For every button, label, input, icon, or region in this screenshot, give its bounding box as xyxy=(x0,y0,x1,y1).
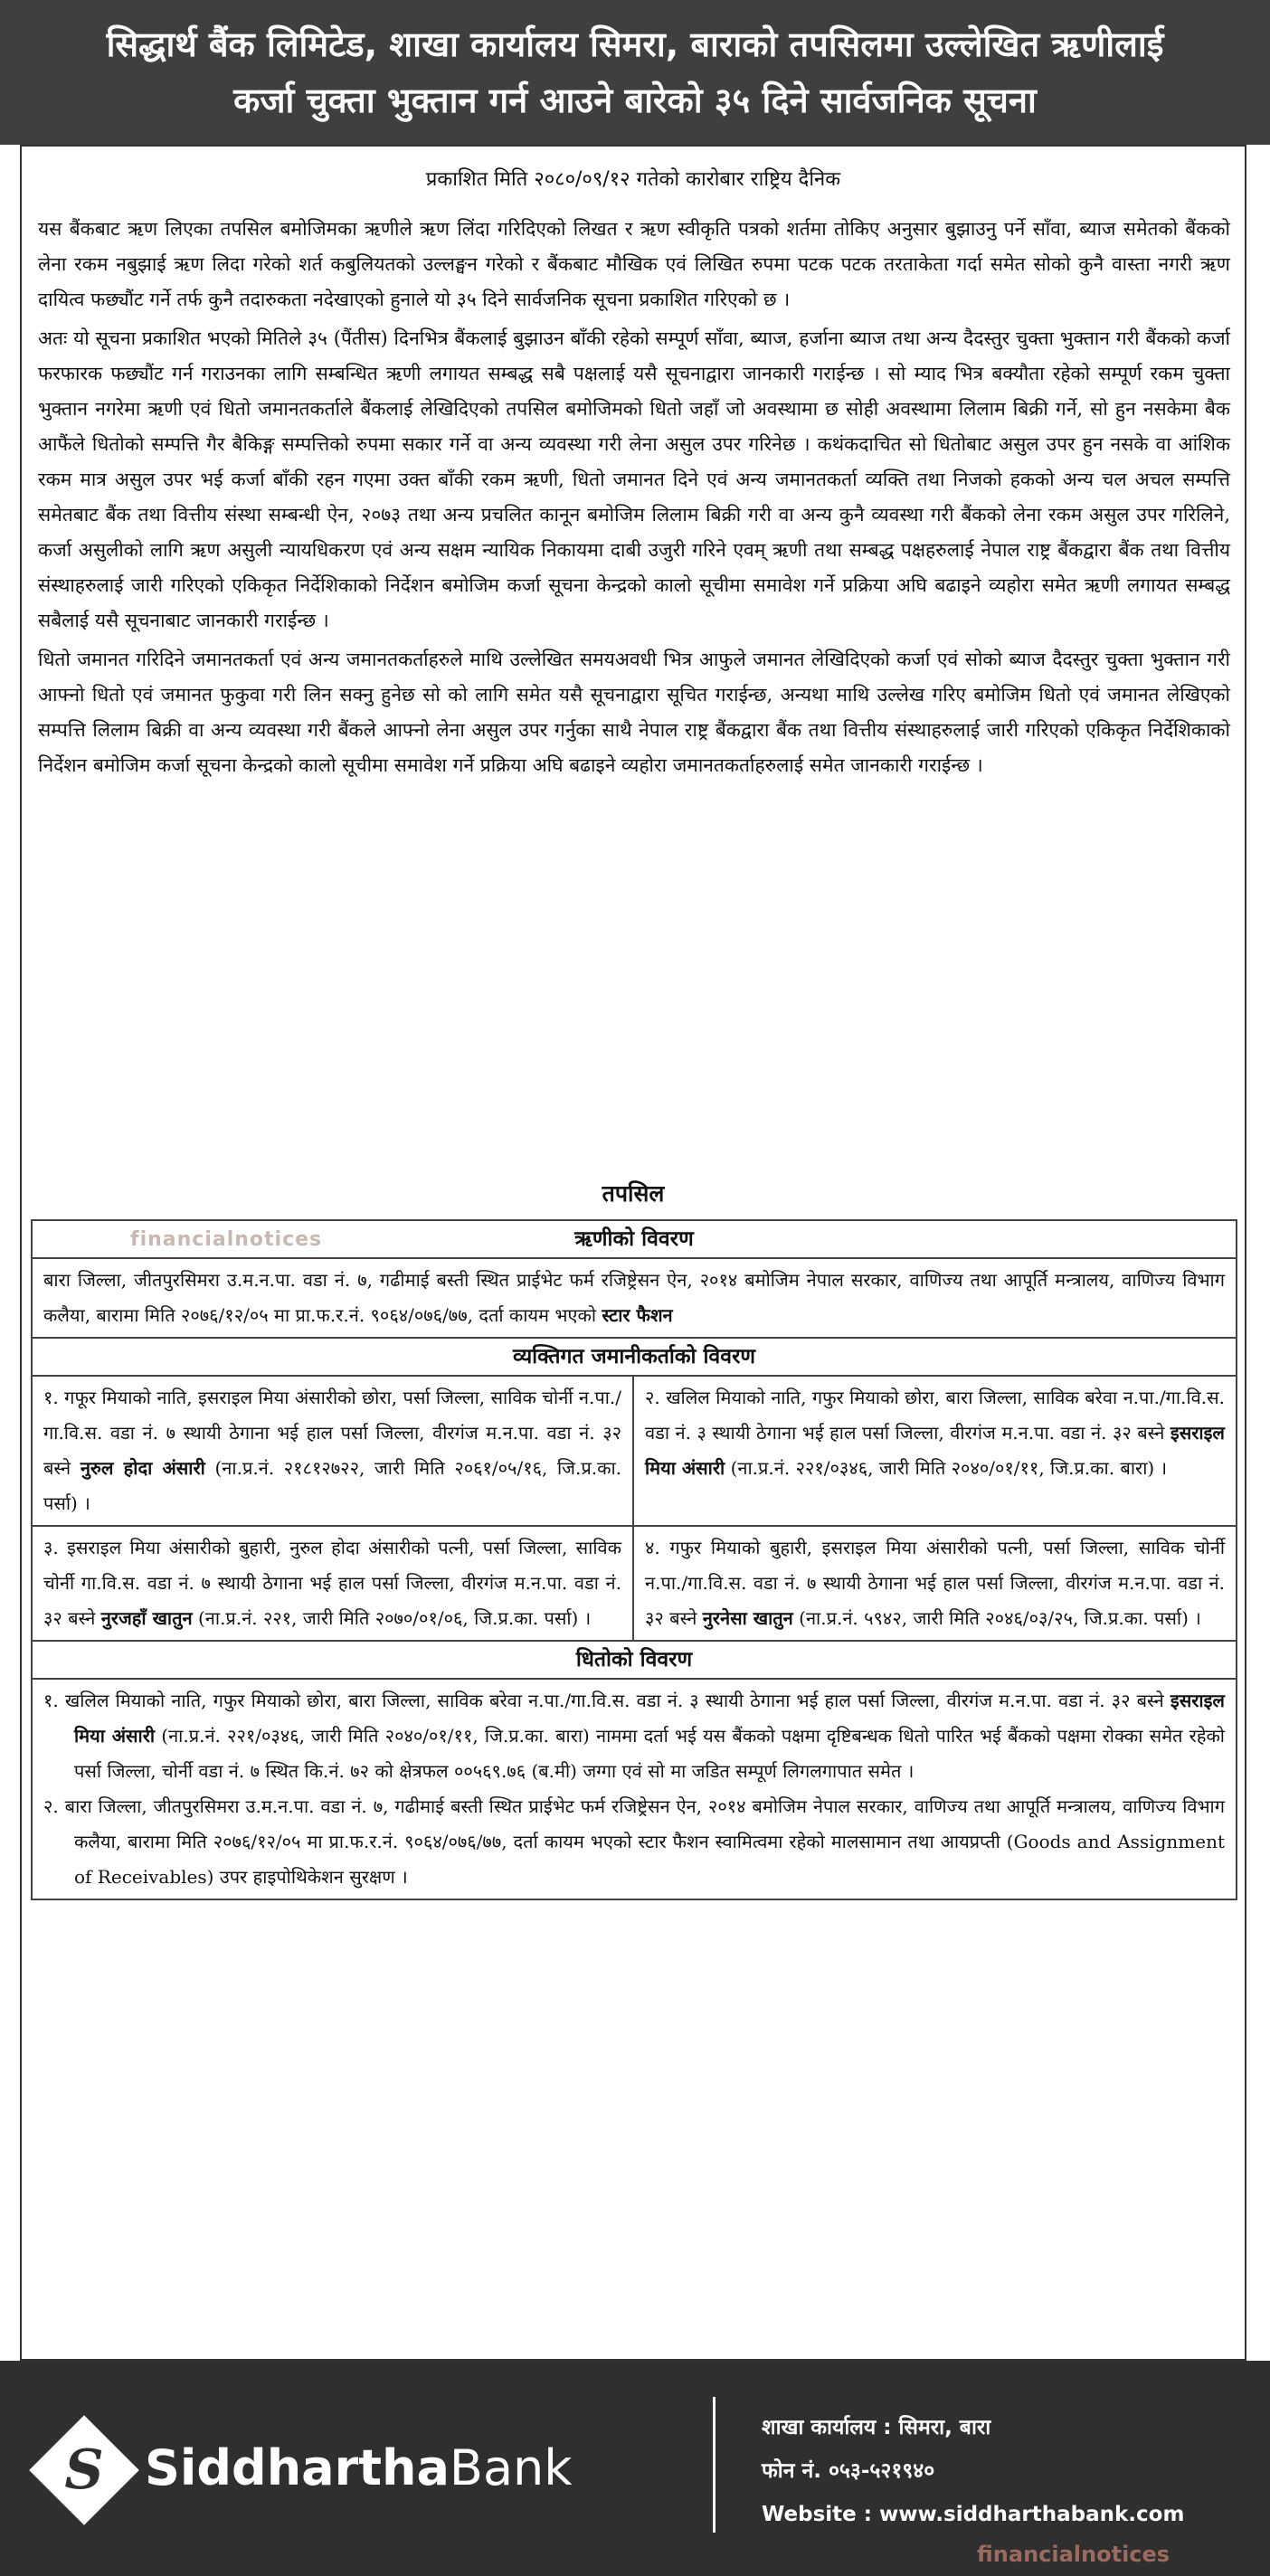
guarantor-4-name: नुरनेसा खातुन xyxy=(702,1607,793,1629)
watermark-text: financialnotices xyxy=(130,1228,323,1251)
guarantor-4 xyxy=(634,1527,1236,1640)
guarantor-2-text: २. खलिल मियाको नाति, गफुर मियाको छोरा, बारा जिल्ला, साविक बरेवा न.पा./गा.वि.स. वडा नं. ३ स्थायी ठेगाना भई हाल पर्सा जिल्ला, वीरगंज म.न.पा. वडा नं. ३२ बस्ने xyxy=(645,1387,1225,1444)
guarantor-2-name: इसराइल मिया अंसारी xyxy=(645,1422,1225,1479)
branch-website xyxy=(762,2493,1184,2536)
website-link[interactable]: www.siddharthabank.com xyxy=(879,2503,1185,2526)
details-title: तपसिल xyxy=(602,1180,665,1207)
guarantor-1-name: नुरुल होदा अंसारी xyxy=(80,1457,205,1479)
guarantor-3 xyxy=(33,1527,634,1640)
guarantor-4-text: ४. गफुर मियाको बुहारी, इसराइल मिया अंसारीको पत्नी, पर्सा जिल्ला, साविक चोर्नी न.पा./गा.वि.स. वडा नं. ७ स्थायी ठेगाना भई हाल पर्सा जिल्ला, वीरगंज म.न.पा. वडा नं. ३२ बस्ने xyxy=(645,1537,1225,1629)
notice-title-line-1: सिद्धार्थ बैंक लिमिटेड, शाखा कार्यालय सिमरा, बाराको तपसिलमा उल्लेखित ऋणीलाई xyxy=(106,24,1164,64)
guarantor-row-1 xyxy=(33,1377,1236,1527)
notice-title-line-2: कर्जा चुक्ता भुक्तान गर्न आउने बारेको ३५ दिने सार्वजनिक सूचना xyxy=(233,80,1037,120)
collateral-1-text: १. खलिल मियाको नाति, गफुर मियाको छोरा, बारा जिल्ला, साविक बरेवा न.पा./गा.वि.स. वडा नं. ३ स्थायी ठेगाना भई हाल पर्सा जिल्ला, वीरगंज म.न.पा. वडा नं. ३२ बस्ने xyxy=(43,1690,1164,1711)
notice-body-frame xyxy=(20,145,1246,2361)
guarantor-1-id: (ना.प्र.नं. २१८१२७२२, जारी मिति २०६१/०५/१६, जि.प्र.का. पर्सा) । xyxy=(43,1457,621,1514)
branch-phone: फोन नं. ०५३-५२१९४० xyxy=(762,2459,935,2483)
borrower-details xyxy=(33,1259,1236,1337)
guarantor-4-id: (ना.प्र.नं. ५९४२, जारी मिति २०४६/०३/२५, जि.प्र.का. पर्सा) । xyxy=(799,1607,1201,1629)
branch-office: शाखा कार्यालय : सिमरा, बारा xyxy=(762,2416,991,2439)
guarantor-3-name: नुरजहाँ खातुन xyxy=(100,1607,193,1629)
logo-swoosh-icon: S xyxy=(64,2439,104,2502)
guarantor-heading: व्यक्तिगत जमानीकर्ताको विवरण xyxy=(33,1337,1236,1377)
guarantor-2-id: (ना.प्र.नं. २२१/०३४६, जारी मिति २०४०/०१/११, जि.प्र.का. बारा) । xyxy=(730,1457,1168,1479)
footer-divider xyxy=(713,2397,716,2533)
collateral-heading: धितोको विवरण xyxy=(33,1642,1236,1680)
guarantor-2 xyxy=(634,1377,1236,1525)
wordmark-light: Bank xyxy=(449,2439,573,2496)
borrower-heading: ऋणीको विवरण xyxy=(33,1221,1236,1259)
footer-watermark: financialnotices xyxy=(977,2542,1170,2567)
collateral-1-owner: इसराइल मिया अंसारी xyxy=(74,1690,1225,1747)
details-table xyxy=(31,1219,1237,1900)
borrower-text: बारा जिल्ला, जीतपुरसिमरा उ.म.न.पा. वडा नं. ७, गढीमाई बस्ती स्थित प्राईभेट फर्म रजिष्ट्रेसन ऐन, २०१४ बमोजिम नेपाल सरकार, वाणिज्य तथा आपूर्ति मन्त्रालय, वाणिज्य विभाग कलैया, बारामा मिति २०७६/१२/०५ मा प्रा.फ.र.नं. ९०६४/०७६/७७, दर्ता कायम भएको xyxy=(43,1269,1225,1326)
guarantor-3-id: (ना.प्र.नं. २२१, जारी मिति २०७०/०१/०६, जि.प्र.का. पर्सा) । xyxy=(197,1607,592,1629)
borrower-name: स्टार फैशन xyxy=(602,1304,673,1326)
notice-body-text xyxy=(38,212,1230,787)
collateral-details xyxy=(33,1680,1236,1899)
body-paragraph-2: अतः यो सूचना प्रकाशित भएको मितिले ३५ (पैंतीस) दिनभित्र बैंकलाई बुझाउन बाँकी रहेको सम्पूर्ण साँवा, ब्याज, हर्जाना ब्याज तथा अन्य दैदस्तुर चुक्ता भुक्तान गरी बैंकको कर्जा फरफारक फछ्यौंट गर्न गराउनका लागि सम्बन्धित ऋणी लगायत सम्बद्ध सबै पक्षलाई यसै सूचनाद्वारा जानकारी गराईन्छ । सो म्याद भित्र बक्यौता रहेको सम्पूर्ण रकम चुक्ता भुक्तान नगरेमा ऋणी एवं धितो जमानतकर्ताले बैंकलाई लेखिदिएको तपसिल बमोजिमको धितो जहाँ जो अवस्थामा छ सोही अवस्थामा लिलाम बिक्री गर्ने, सो हुन नसकेमा बैक आफैंले धितोको सम्पत्ति गैर बैकिङ्ग सम्पत्तिको रुपमा सकार गर्ने वा अन्य व्यवस्था गरी लेना असुल उपर गरिनेछ । कथंकदाचित सो धितोबाट असुल उपर हुन नसके वा आंशिक रकम मात्र असुल उपर भई कर्जा बाँकी रहन गएमा उक्त बाँकी रकम ऋणी, धितो जमानत दिने एवं अन्य जमानतकर्ता व्यक्ति तथा निजको हकको अन्य चल अचल सम्पत्ति समेतबाट बैंक तथा वित्तीय संस्था सम्बन्धी ऐन, २०७३ तथा अन्य प्रचलित कानून बमोजिम लिलाम बिक्री गरी वा अन्य कुनै व्यवस्था गरी बैंकको लेना रकम असुल उपर गरिलिने, कर्जा असुलीको लागि ऋण असुली न्यायधिकरण एवं अन्य सक्षम न्यायिक निकायमा दाबी उजुरी गरिने एवम् ऋणी तथा सम्बद्ध पक्षहरुलाई नेपाल राष्ट्र बैंकद्वारा बैंक तथा वित्तीय संस्थाहरुलाई जारी गरिएको एकिकृत निर्देशिकाको निर्देशन बमोजिम कर्जा सूचना केन्द्रको कालो सूचीमा समावेश गर्ने प्रक्रिया अघि बढाइने व्यहोरा समेत ऋणी लगायत सम्बद्ध सबैलाई यसै सूचनाबाट जानकारी गराईन्छ । xyxy=(38,327,1230,631)
wordmark-strong: Siddhartha xyxy=(145,2439,450,2496)
published-date-note: प्रकाशित मिति २०८०/०९/१२ गतेको कारोबार राष्ट्रिय दैनिक xyxy=(425,168,841,191)
collateral-item-1 xyxy=(43,1683,1225,1789)
guarantor-1-text: १. गफूर मियाको नाति, इसराइल मिया अंसारीको छोरा, पर्सा जिल्ला, साविक चोर्नी न.पा./गा.वि.स. वडा नं. ७ स्थायी ठेगाना भई हाल पर्सा जिल्ला, वीरगंज म.न.पा. वडा नं. ३२ बस्ने xyxy=(43,1387,621,1479)
body-paragraph-3: धितो जमानत गरिदिने जमानतकर्ता एवं अन्य जमानतकर्ताहरुले माथि उल्लेखित समयअवधी भित्र आफुले जमानत लेखिदिएको कर्जा एवं सोको ब्याज दैदस्तुर चुक्ता भुक्तान गरी आफ्नो धितो एवं जमानत फुकुवा गरी लिन सक्नु हुनेछ सो को लागि समेत यसै सूचनाद्वारा सूचित गराईन्छ, अन्यथा माथि उल्लेख गरिए बमोजिम धितो एवं जमानत लेखिएको सम्पत्ति लिलाम बिक्री वा अन्य व्यवस्था गरी बैंकले आफ्नो लेना असुल उपर गर्नुका साथै नेपाल राष्ट्र बैंकद्वारा बैंक तथा वित्तीय संस्थाहरुलाई जारी गरिएको एकिकृत निर्देशिकाको निर्देशन बमोजिम कर्जा सूचना केन्द्रको कालो सूचीमा समावेश गर्ने प्रक्रिया अघि बढाइने व्यहोरा जमानतकर्ताहरुलाई समेत जानकारी गराईन्छ । xyxy=(38,649,1230,776)
bank-wordmark xyxy=(145,2440,573,2496)
collateral-1-description: (ना.प्र.नं. २२१/०३४६, जारी मिति २०४०/०१/११, जि.प्र.का. बारा) नाममा दर्ता भई यस बैंकको पक्षमा दृष्टिबन्धक धितो पारित भई बैंकको पक्षमा रोक्का समेत रहेको पर्सा जिल्ला, चोर्नी वडा नं. ७ स्थित कि.नं. ७२ को क्षेत्रफल ००५६९.७६ (ब.मी) जग्गा एवं सो मा जडित सम्पूर्ण लिगलगापात समेत । xyxy=(74,1725,1225,1782)
notice-title-band xyxy=(0,0,1270,145)
guarantor-1 xyxy=(33,1377,634,1525)
guarantor-row-2 xyxy=(33,1527,1236,1642)
branch-contact xyxy=(762,2406,1184,2536)
collateral-item-2: २. बारा जिल्ला, जीतपुरसिमरा उ.म.न.पा. वडा नं. ७, गढीमाई बस्ती स्थित प्राईभेट फर्म रजिष्ट्रेसन ऐन, २०१४ बमोजिम नेपाल सरकार, वाणिज्य तथा आपूर्ति मन्त्रालय, वाणिज्य विभाग कलैया, बारामा मिति २०७६/१२/०५ मा प्रा.फ.र.नं. ९०६४/०७६/७७, दर्ता कायम भएको स्टार फैशन स्वामित्वमा रहेको मालसामान तथा आयप्रप्ती (Goods and Assignment of Receivables) उपर हाइपोथिकेशन सुरक्षण । xyxy=(43,1795,1225,1888)
bank-footer xyxy=(0,2361,1270,2576)
body-paragraph-1: यस बैंकबाट ऋण लिएका तपसिल बमोजिमका ऋणीले ऋण लिंदा गरिदिएको लिखत र ऋण स्वीकृति पत्रको शर्तमा तोकिए अनुसार बुझाउनु पर्ने साँवा, ब्याज समेतको बैंकको लेना रकम नबुझाई ऋण लिदा गरेको शर्त कबुलियतको उल्लङ्घन गरेको र बैंकबाट मौखिक एवं लिखित रुपमा पटक पटक तरताकेता गर्दा समेत सोको कुनै वास्ता नगरी ऋण दायित्व फछ्यौंट गर्ने तर्फ कुनै तदारुकता नदेखाएको हुनाले यो ३५ दिने सार्वजनिक सूचना प्रकाशित गरिएको छ । xyxy=(38,218,1230,310)
website-label: Website : xyxy=(762,2503,879,2526)
guarantor-3-text: ३. इसराइल मिया अंसारीको बुहारी, नुरुल होदा अंसारीको पत्नी, पर्सा जिल्ला, साविक चोर्नी गा.वि.स. वडा नं. ७ स्थायी ठेगाना भई हाल पर्सा जिल्ला, वीरगंज म.न.पा. वडा नं. ३२ बस्ने xyxy=(43,1537,621,1629)
